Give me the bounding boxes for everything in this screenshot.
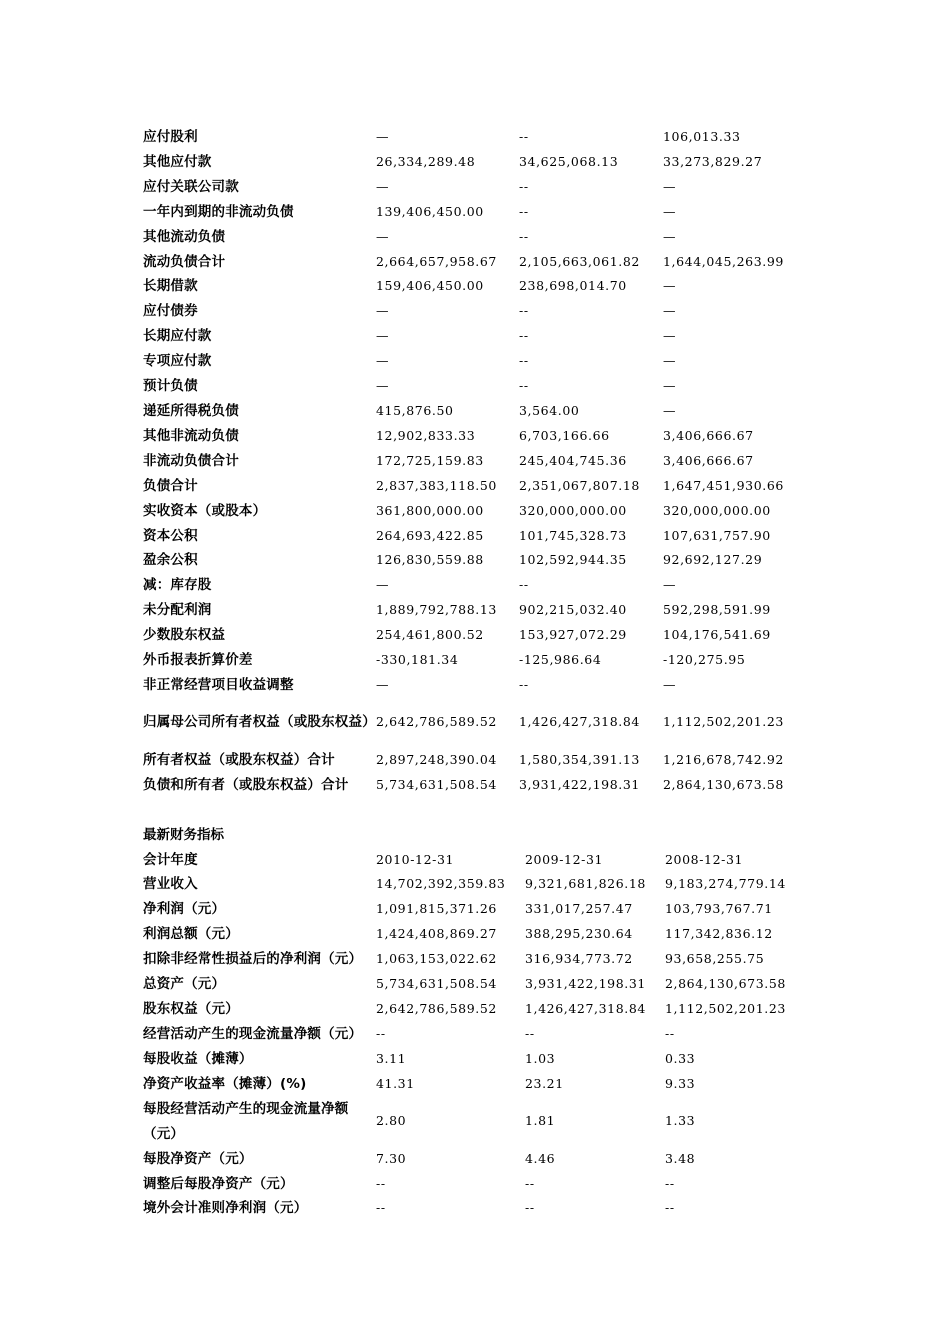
row-value-col-2: 316,934,773.72 — [525, 951, 633, 967]
row-value-col-1: — — [376, 353, 390, 369]
table-row — [143, 972, 803, 997]
row-label: 净资产收益率（摊薄）(%) — [143, 1075, 307, 1092]
row-value-col-1: 361,800,000.00 — [376, 502, 484, 518]
row-label: 一年内到期的非流动负债 — [143, 203, 294, 220]
row-value-col-1: 41.31 — [376, 1075, 415, 1091]
row-label: 每股经营活动产生的现金流量净额（元） — [143, 1100, 349, 1142]
table-row — [143, 698, 803, 748]
table-row — [143, 1097, 803, 1147]
row-value-col-1: 126,830,559.88 — [376, 552, 484, 568]
table-row — [143, 548, 803, 573]
row-value-col-3: — — [663, 203, 677, 219]
row-value-col-3: — — [663, 228, 677, 244]
row-value-col-1: — — [376, 129, 390, 144]
row-value-col-3: — — [663, 676, 677, 692]
balance-sheet-body — [143, 125, 803, 798]
row-value-col-1: 5,734,631,508.54 — [376, 976, 497, 992]
financial-indicators-table — [143, 848, 803, 1222]
financial-indicators-body — [143, 872, 803, 1221]
row-value-col-3: — — [663, 402, 677, 418]
table-row — [143, 274, 803, 299]
row-value-col-3: 592,298,591.99 — [663, 602, 771, 618]
row-label: 其他应付款 — [143, 153, 212, 170]
table-row — [143, 598, 803, 623]
table-row — [143, 623, 803, 648]
row-value-col-2: 102,592,944.35 — [519, 552, 627, 568]
row-label: 负债和所有者（或股东权益）合计 — [143, 776, 349, 793]
row-value-col-3: — — [663, 378, 677, 394]
row-value-col-1: 14,702,392,359.83 — [376, 876, 506, 892]
row-value-col-3: 3.48 — [665, 1150, 696, 1166]
row-label: 减：库存股 — [143, 577, 212, 594]
row-value-col-1: 2.80 — [376, 1113, 407, 1129]
row-value-col-1: — — [376, 328, 390, 344]
row-value-col-2: 1.81 — [525, 1113, 556, 1129]
row-value-col-2: 23.21 — [525, 1075, 564, 1091]
balance-sheet-table — [143, 125, 803, 798]
row-value-col-2: 4.46 — [525, 1150, 556, 1166]
row-value-col-2: 34,625,068.13 — [519, 153, 619, 169]
row-value-col-1: 3.11 — [376, 1050, 407, 1066]
row-value-col-2: 6,703,166.66 — [519, 427, 610, 443]
row-value-col-2: -- — [519, 577, 529, 593]
row-value-col-2: 3,564.00 — [519, 402, 580, 418]
table-row — [143, 1196, 803, 1221]
row-label: 负债合计 — [143, 477, 198, 494]
table-row — [143, 424, 803, 449]
row-value-col-2: -- — [519, 328, 529, 344]
row-value-col-3: 1,216,678,742.92 — [663, 751, 784, 767]
row-label: 总资产（元） — [143, 976, 226, 993]
row-value-col-1: 2,897,248,390.04 — [376, 751, 497, 767]
row-value-col-3: 2,864,130,673.58 — [665, 976, 786, 992]
row-value-col-3: 1,647,451,930.66 — [663, 477, 784, 493]
table-row — [143, 225, 803, 250]
row-label: 预计负债 — [143, 378, 198, 395]
row-value-col-1: 1,889,792,788.13 — [376, 602, 497, 618]
row-value-col-2: 1,426,427,318.84 — [525, 1000, 646, 1016]
row-value-col-3: 1,112,502,201.23 — [665, 1000, 786, 1016]
table-row — [143, 349, 803, 374]
row-label: 利润总额（元） — [143, 926, 239, 943]
row-value-col-2: -- — [519, 303, 529, 319]
row-value-col-1: 5,734,631,508.54 — [376, 776, 497, 792]
row-label: 营业收入 — [143, 876, 198, 893]
table-row — [143, 997, 803, 1022]
row-value-col-1: 12,902,833.33 — [376, 427, 476, 443]
row-value-col-1: 172,725,159.83 — [376, 452, 484, 468]
row-value-col-2: 245,404,745.36 — [519, 452, 627, 468]
table-row — [143, 399, 803, 424]
row-label: 非流动负债合计 — [143, 452, 239, 469]
table-row — [143, 897, 803, 922]
table-row — [143, 175, 803, 200]
row-value-col-3: 92,692,127.29 — [663, 552, 763, 568]
fiscal-year-label: 会计年度 — [143, 851, 198, 868]
row-value-col-1: -- — [376, 1025, 386, 1041]
row-value-col-1: 254,461,800.52 — [376, 627, 484, 643]
row-value-col-3: -- — [665, 1175, 675, 1191]
table-row — [143, 200, 803, 225]
row-value-col-2: -- — [519, 203, 529, 219]
row-value-col-1: -330,181.34 — [376, 652, 459, 668]
row-value-col-3: 33,273,829.27 — [663, 153, 763, 169]
row-value-col-2: -125,986.64 — [519, 652, 602, 668]
table-row — [143, 1147, 803, 1172]
row-label: 盈余公积 — [143, 552, 198, 569]
row-value-col-3: 93,658,255.75 — [665, 951, 765, 967]
row-value-col-3: — — [663, 278, 677, 294]
fiscal-year-2010: 2010-12-31 — [376, 851, 455, 867]
fiscal-year-header-row — [143, 848, 803, 873]
row-label: 扣除非经常性损益后的净利润（元） — [143, 951, 363, 968]
row-value-col-1: 1,091,815,371.26 — [376, 901, 497, 917]
table-row — [143, 872, 803, 897]
row-value-col-2: 1,426,427,318.84 — [519, 714, 640, 730]
row-value-col-2: -- — [519, 676, 529, 692]
row-label: 应付关联公司款 — [143, 178, 239, 195]
row-label: 归属母公司所有者权益（或股东权益） — [143, 714, 376, 731]
table-row — [143, 673, 803, 698]
row-label: 每股收益（摊薄） — [143, 1050, 253, 1067]
row-value-col-2: -- — [519, 353, 529, 369]
row-value-col-3: 3,406,666.67 — [663, 427, 754, 443]
row-label: 专项应付款 — [143, 353, 212, 370]
row-value-col-2: 331,017,257.47 — [525, 901, 633, 917]
row-label: 应付股利 — [143, 129, 198, 145]
table-row — [143, 1172, 803, 1197]
row-value-col-1: 26,334,289.48 — [376, 153, 476, 169]
row-value-col-2: 320,000,000.00 — [519, 502, 627, 518]
table-row — [143, 150, 803, 175]
financial-indicators-title: 最新财务指标 — [143, 826, 224, 843]
row-label: 其他非流动负债 — [143, 427, 239, 444]
row-value-col-3: -- — [665, 1025, 675, 1041]
row-value-col-3: — — [663, 178, 677, 194]
fiscal-year-2009: 2009-12-31 — [525, 851, 604, 867]
row-value-col-1: — — [376, 577, 390, 593]
row-value-col-3: — — [663, 353, 677, 369]
row-value-col-3: 320,000,000.00 — [663, 502, 771, 518]
row-value-col-2: -- — [525, 1025, 535, 1041]
row-value-col-3: 9,183,274,779.14 — [665, 876, 786, 892]
row-label: 外币报表折算价差 — [143, 652, 253, 669]
row-value-col-2: 3,931,422,198.31 — [519, 776, 640, 792]
table-row — [143, 474, 803, 499]
row-value-col-1: -- — [376, 1200, 386, 1216]
row-value-col-3: 1.33 — [665, 1113, 696, 1129]
row-label: 应付债券 — [143, 303, 198, 320]
row-value-col-1: 2,837,383,118.50 — [376, 477, 497, 493]
row-label: 实收资本（或股本） — [143, 502, 267, 519]
table-row — [143, 1047, 803, 1072]
row-value-col-1: 2,642,786,589.52 — [376, 1000, 497, 1016]
row-value-col-3: — — [663, 577, 677, 593]
table-row — [143, 299, 803, 324]
table-row — [143, 499, 803, 524]
table-row — [143, 125, 803, 150]
row-value-col-1: 1,424,408,869.27 — [376, 926, 497, 942]
row-value-col-3: 117,342,836.12 — [665, 926, 773, 942]
row-value-col-1: 2,664,657,958.67 — [376, 253, 497, 269]
row-value-col-2: 101,745,328.73 — [519, 527, 627, 543]
table-row — [143, 449, 803, 474]
row-value-col-1: 139,406,450.00 — [376, 203, 484, 219]
row-value-col-1: — — [376, 178, 390, 194]
row-value-col-2: 388,295,230.64 — [525, 926, 633, 942]
table-row — [143, 374, 803, 399]
row-value-col-2: 2,105,663,061.82 — [519, 253, 640, 269]
row-value-col-2: 2,351,067,807.18 — [519, 477, 640, 493]
row-value-col-3: 1,112,502,201.23 — [663, 714, 784, 730]
row-value-col-1: 159,406,450.00 — [376, 278, 484, 294]
row-label: 境外会计准则净利润（元） — [143, 1200, 308, 1217]
row-value-col-2: 9,321,681,826.18 — [525, 876, 646, 892]
section-spacer — [143, 798, 803, 823]
table-row — [143, 748, 803, 773]
row-value-col-3: 0.33 — [665, 1050, 696, 1066]
document-page — [143, 125, 803, 1221]
row-value-col-3: 3,406,666.67 — [663, 452, 754, 468]
row-value-col-3: — — [663, 303, 677, 319]
table-row — [143, 773, 803, 798]
table-row — [143, 524, 803, 549]
row-value-col-3: 103,793,767.71 — [665, 901, 773, 917]
row-value-col-2: 3,931,422,198.31 — [525, 976, 646, 992]
row-value-col-2: 902,215,032.40 — [519, 602, 627, 618]
row-value-col-3: -- — [665, 1200, 675, 1216]
row-value-col-1: — — [376, 303, 390, 319]
table-row — [143, 648, 803, 673]
row-value-col-3: 106,013.33 — [663, 129, 741, 144]
row-label: 递延所得税负债 — [143, 402, 239, 419]
row-label: 资本公积 — [143, 527, 198, 544]
row-value-col-1: 264,693,422.85 — [376, 527, 484, 543]
row-value-col-2: -- — [525, 1175, 535, 1191]
row-value-col-2: -- — [519, 129, 529, 144]
row-label: 长期应付款 — [143, 328, 212, 345]
row-label: 少数股东权益 — [143, 627, 226, 644]
row-label: 经营活动产生的现金流量净额（元） — [143, 1025, 363, 1042]
row-value-col-2: 1.03 — [525, 1050, 556, 1066]
row-value-col-3: 104,176,541.69 — [663, 627, 771, 643]
row-label: 每股净资产（元） — [143, 1150, 253, 1167]
row-value-col-2: 153,927,072.29 — [519, 627, 627, 643]
row-value-col-3: — — [663, 328, 677, 344]
row-value-col-2: 238,698,014.70 — [519, 278, 627, 294]
row-value-col-1: 2,642,786,589.52 — [376, 714, 497, 730]
row-value-col-1: — — [376, 228, 390, 244]
row-value-col-3: 9.33 — [665, 1075, 696, 1091]
row-label: 流动负债合计 — [143, 253, 226, 270]
row-label: 净利润（元） — [143, 901, 226, 918]
row-value-col-3: 2,864,130,673.58 — [663, 776, 784, 792]
table-row — [143, 947, 803, 972]
row-label: 调整后每股净资产（元） — [143, 1175, 294, 1192]
row-value-col-2: -- — [525, 1200, 535, 1216]
row-value-col-3: -120,275.95 — [663, 652, 746, 668]
row-label: 股东权益（元） — [143, 1000, 239, 1017]
fiscal-year-2008: 2008-12-31 — [665, 851, 744, 867]
row-value-col-2: 1,580,354,391.13 — [519, 751, 640, 767]
table-row — [143, 573, 803, 598]
row-label: 所有者权益（或股东权益）合计 — [143, 751, 335, 768]
table-row — [143, 922, 803, 947]
row-value-col-1: 7.30 — [376, 1150, 407, 1166]
row-value-col-1: — — [376, 676, 390, 692]
row-value-col-1: 415,876.50 — [376, 402, 454, 418]
row-value-col-3: 1,644,045,263.99 — [663, 253, 784, 269]
row-label: 未分配利润 — [143, 602, 212, 619]
row-value-col-3: 107,631,757.90 — [663, 527, 771, 543]
table-row — [143, 1072, 803, 1097]
row-value-col-2: -- — [519, 378, 529, 394]
table-row — [143, 250, 803, 275]
row-label: 其他流动负债 — [143, 228, 226, 245]
row-label: 非正常经营项目收益调整 — [143, 676, 294, 693]
row-label: 长期借款 — [143, 278, 198, 295]
table-row — [143, 324, 803, 349]
table-row — [143, 1022, 803, 1047]
row-value-col-2: -- — [519, 178, 529, 194]
row-value-col-1: — — [376, 378, 390, 394]
row-value-col-1: 1,063,153,022.62 — [376, 951, 497, 967]
row-value-col-1: -- — [376, 1175, 386, 1191]
row-value-col-2: -- — [519, 228, 529, 244]
